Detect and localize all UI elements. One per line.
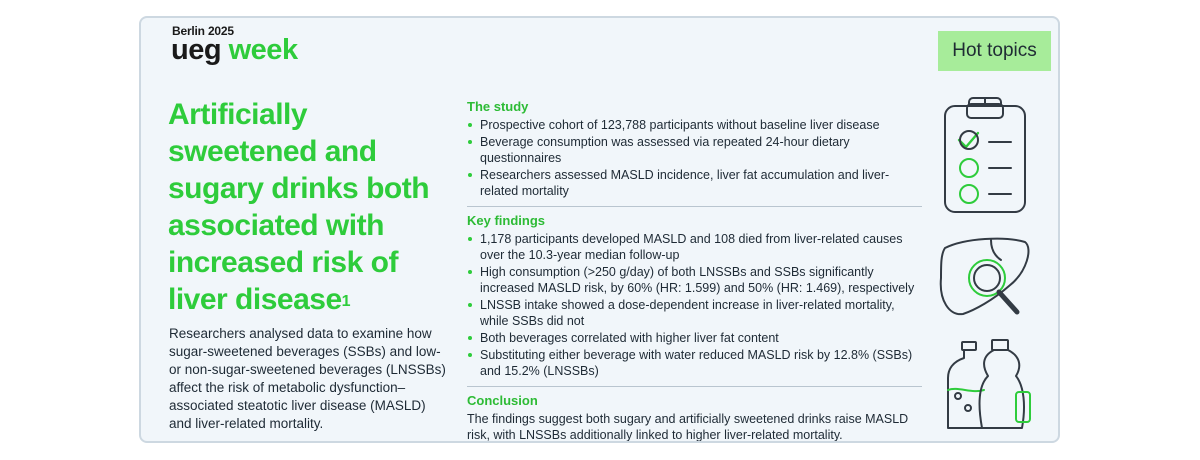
conclusion-title: Conclusion <box>467 393 538 408</box>
headline-reference: 1 <box>341 293 351 310</box>
study-list <box>467 117 922 199</box>
logo-ueg: ueg <box>171 34 222 66</box>
list-item: Researchers assessed MASLD incidence, liver fat accumulation and liver-related mortality <box>467 167 922 199</box>
info-card <box>139 16 1060 443</box>
liver-magnifier-icon <box>935 234 1035 334</box>
intro-text: Researchers analysed data to examine how sugar-sweetened beverages (SSBs) and low- or non-sugar-sweetened beverages (LNSSBs) affect the risk of metabolic dysfunction–associated steatotic liver disease (MASLD) and liver-related mortality. <box>169 326 446 431</box>
conclusion-section <box>467 392 922 443</box>
list-item: Beverage consumption was assessed via repeated 24-hour dietary questionnaires <box>467 134 922 166</box>
findings-list <box>467 231 922 379</box>
hot-topics-badge: Hot topics <box>938 31 1051 71</box>
list-item: High consumption (>250 g/day) of both LNSSBs and SSBs significantly increased MASLD risk, by 60% (HR: 1.599) and 50% (HR: 1.469), respectively <box>467 264 922 296</box>
summary-panel <box>467 98 922 443</box>
findings-title: Key findings <box>467 213 546 228</box>
study-title: The study <box>467 99 529 114</box>
logo-week: week <box>228 34 298 66</box>
list-item: Substituting either beverage with water reduced MASLD risk by 12.8% (SSBs) and 15.2% (LNSSBs) <box>467 347 922 379</box>
list-item: Both beverages correlated with higher liver fat content <box>467 330 922 346</box>
logo-wordmark <box>171 36 298 64</box>
beverage-bottles-icon <box>938 336 1038 436</box>
list-item: Prospective cohort of 123,788 participants without baseline liver disease <box>467 117 922 133</box>
event-label: Berlin 2025 <box>172 24 234 38</box>
findings-section <box>467 212 922 387</box>
list-item: LNSSB intake showed a dose-dependent increase in liver-related mortality, while SSBs did not <box>467 297 922 329</box>
headline <box>168 96 458 318</box>
study-section <box>467 98 922 207</box>
list-item: 1,178 participants developed MASLD and 108 died from liver-related causes over the 10.3-year median follow-up <box>467 231 922 263</box>
ueg-week-logo <box>171 24 298 64</box>
conclusion-text: The findings suggest both sugary and artificially sweetened drinks raise MASLD risk, with LNSSBs additionally linked to higher liver-related mortality. <box>467 412 909 442</box>
clipboard-checklist-icon <box>939 96 1031 216</box>
headline-text: Artificially sweetened and sugary drinks both associated with increased risk of liver disease <box>168 98 430 316</box>
